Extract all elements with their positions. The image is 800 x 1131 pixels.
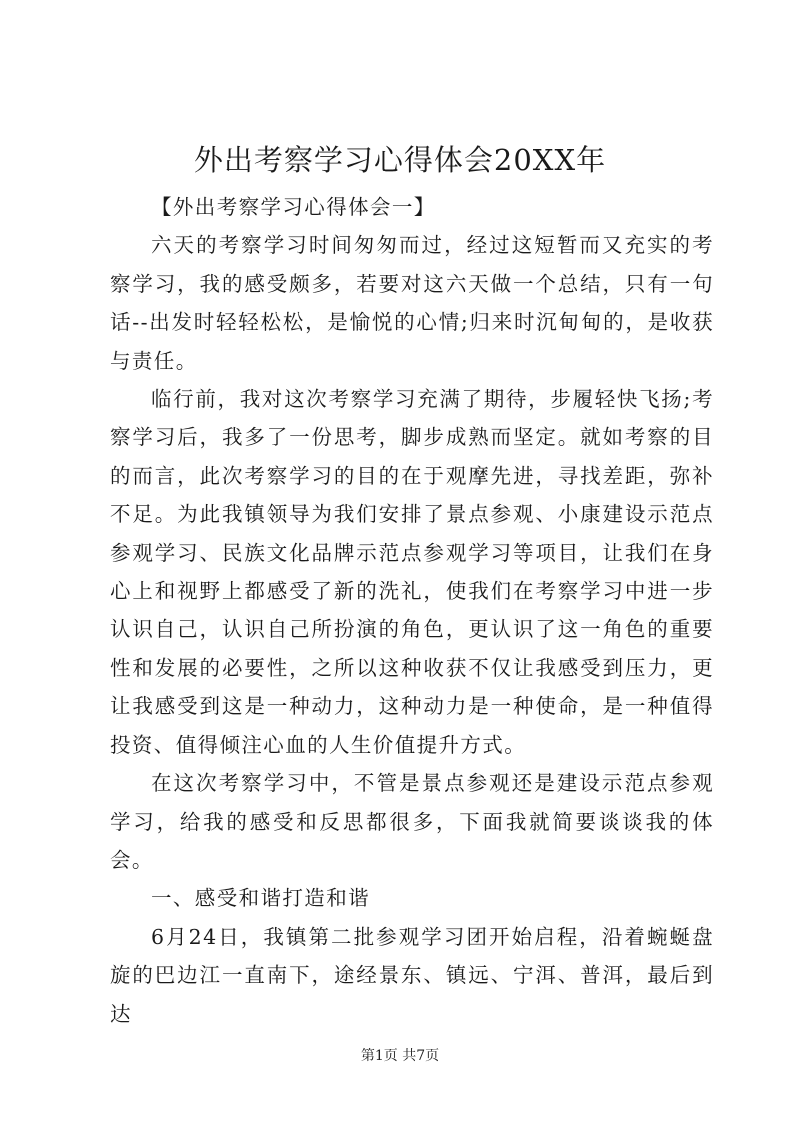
- paragraph: 六天的考察学习时间匆匆而过，经过这短暂而又充实的考察学习，我的感受颇多，若要对这六天做一个总结，只有一句话--出发时轻轻松松，是愉悦的心情;归来时沉甸甸的，是收获与责任。: [110, 233, 714, 373]
- section-heading: 【外出考察学习心得体会一】: [151, 195, 436, 219]
- paragraph: 在这次考察学习中，不管是景点参观还是建设示范点参观学习，给我的感受和反思都很多，下面我就简要谈谈我的体会。: [110, 771, 714, 872]
- subsection-heading: 一、感受和谐打造和谐: [151, 886, 370, 911]
- page-footer: 第1页 共7页: [360, 1048, 440, 1064]
- paragraph: 临行前，我对这次考察学习充满了期待，步履轻快飞扬;考察学习后，我多了一份思考，脚步成熟而坚定。就如考察的目的而言，此次考察学习的目的在于观摩先进，寻找差距，弥补不足。为此我镇领导为我们安排了景点参观、小康建设示范点参观学习、民族文化品牌示范点参观学习等项目，让我们在身心上和视野上都感受了新的洗礼，使我们在考察学习中进一步认识自己，认识自己所扮演的角色，更认识了这一角色的重要性和发展的必要性，之所以这种收获不仅让我感受到压力，更让我感受到这是一种动力，这种动力是一种使命，是一种值得投资、值得倾注心血的人生价值提升方式。: [110, 387, 714, 757]
- document-body: [110, 188, 714, 1033]
- paragraph: 6月24日，我镇第二批参观学习团开始启程，沿着蜿蜒盘旋的巴边江一直南下，途经景东、镇远、宁洱、普洱，最后到达: [110, 924, 714, 1026]
- document-title: 外出考察学习心得体会20XX年: [193, 143, 607, 177]
